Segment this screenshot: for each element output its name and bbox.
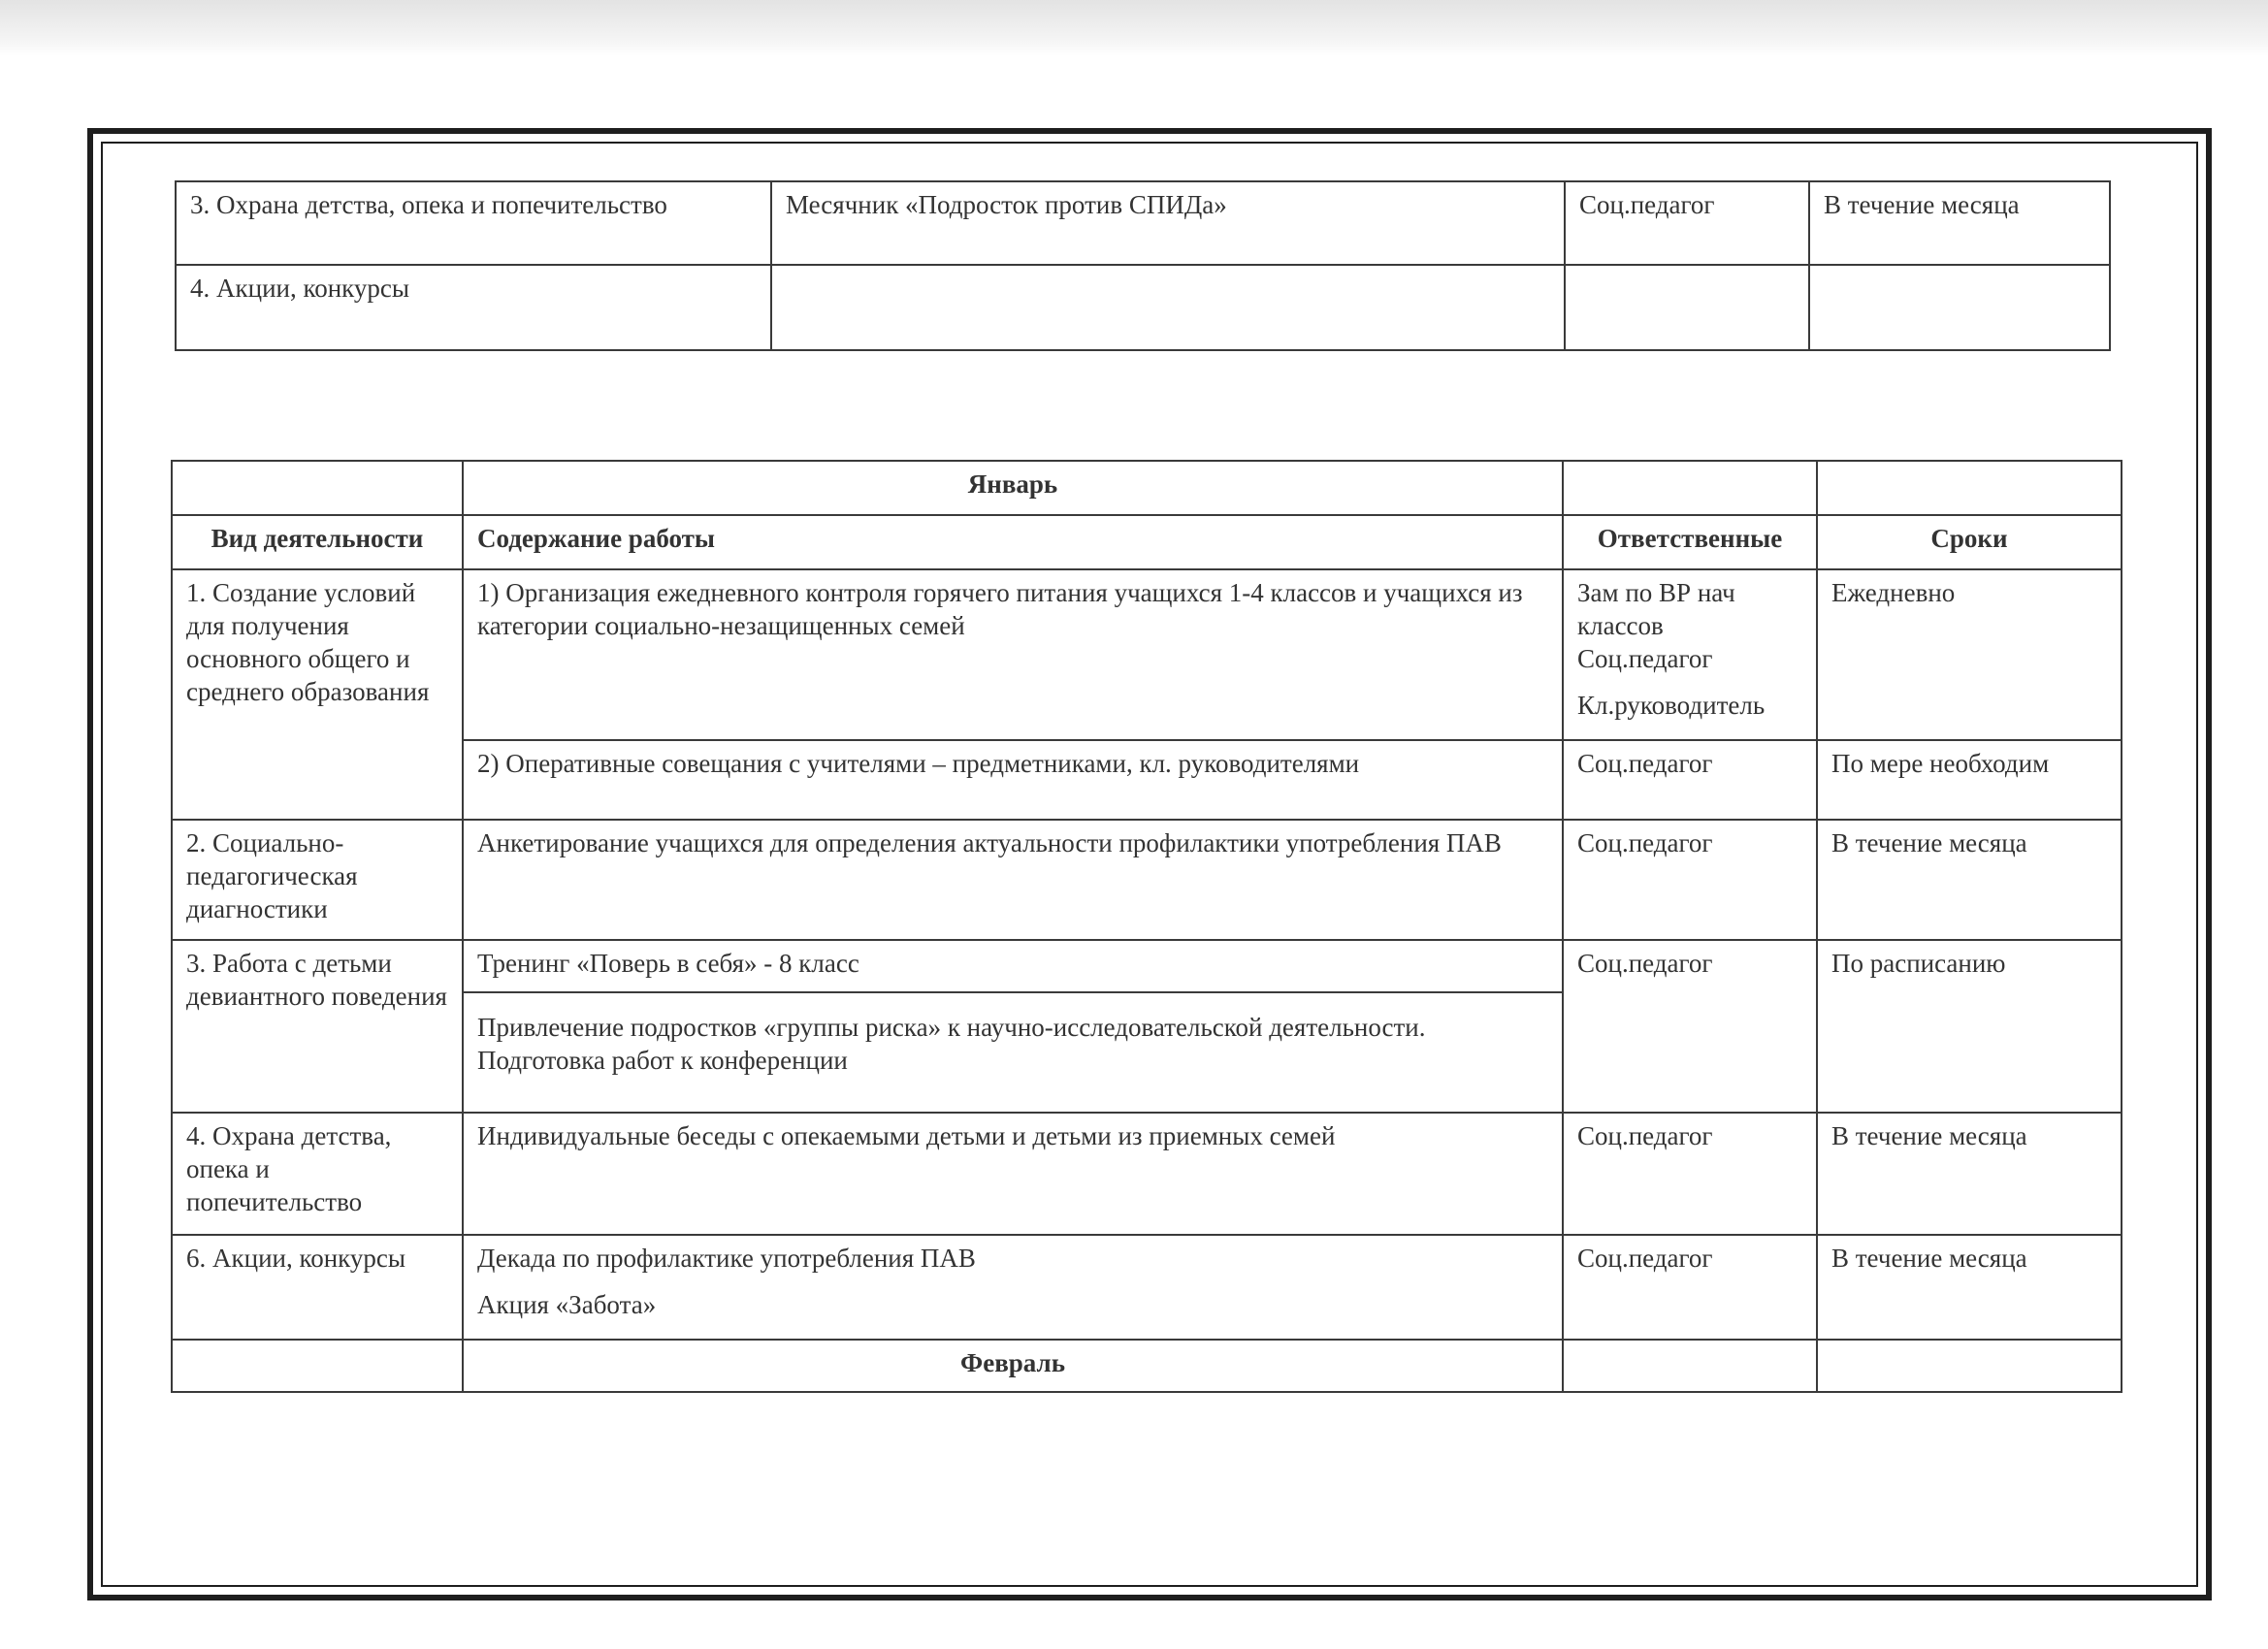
header-row — [172, 515, 2122, 569]
responsible-cell — [1565, 265, 1809, 350]
kind-cell: 4. Акции, конкурсы — [176, 265, 771, 350]
content-line: Акция «Забота» — [477, 1290, 657, 1319]
top-continuation-table — [175, 180, 2111, 351]
header-term: Сроки — [1817, 515, 2122, 569]
table-row — [172, 940, 2122, 992]
header-responsible: Ответственные — [1563, 515, 1817, 569]
responsible-cell: Соц.педагог — [1563, 1235, 1817, 1340]
content-cell: 1) Организация ежедневного контроля горячего питания учащихся 1-4 классов и учащихся из категории социально-незащищенных семей — [463, 569, 1563, 740]
content-cell — [463, 1235, 1563, 1340]
responsible-cell: Соц.педагог — [1563, 940, 1817, 1113]
next-month-row — [172, 1340, 2122, 1392]
month-title: Январь — [463, 461, 1563, 515]
content-line: Декада по профилактике употребления ПАВ — [477, 1244, 976, 1273]
table-row — [172, 569, 2122, 740]
table-row — [172, 820, 2122, 940]
month-title-row — [172, 461, 2122, 515]
responsible-cell: Соц.педагог — [1563, 820, 1817, 940]
january-plan-table — [171, 460, 2122, 1393]
table-row — [176, 265, 2110, 350]
responsible-line: Соц.педагог — [1577, 644, 1713, 673]
responsible-line: Зам по ВР нач классов — [1577, 578, 1735, 640]
kind-cell: 2. Социально-педагогическая диагностики — [172, 820, 463, 940]
term-cell: По мере необходим — [1817, 740, 2122, 820]
kind-cell: 6. Акции, конкурсы — [172, 1235, 463, 1340]
table-row — [172, 740, 2122, 820]
table-row — [176, 181, 2110, 265]
kind-cell: 4. Охрана детства, опека и попечительство — [172, 1113, 463, 1235]
header-kind: Вид деятельности — [172, 515, 463, 569]
responsible-cell — [1563, 569, 1817, 740]
header-content: Содержание работы — [463, 515, 1563, 569]
content-cell: Тренинг «Поверь в себя» - 8 класс — [463, 940, 1563, 992]
scan-top-shadow — [0, 0, 2268, 56]
term-cell: В течение месяца — [1817, 1113, 2122, 1235]
responsible-cell: Соц.педагог — [1565, 181, 1809, 265]
term-cell: Ежедневно — [1817, 569, 2122, 740]
content-cell: Месячник «Подросток против СПИДа» — [771, 181, 1565, 265]
responsible-cell: Соц.педагог — [1563, 740, 1817, 820]
content-cell: Индивидуальные беседы с опекаемыми детьми и детьми из приемных семей — [463, 1113, 1563, 1235]
content-cell: Анкетирование учащихся для определения актуальности профилактики употребления ПАВ — [463, 820, 1563, 940]
term-cell — [1809, 265, 2110, 350]
term-cell: В течение месяца — [1809, 181, 2110, 265]
term-cell: В течение месяца — [1817, 820, 2122, 940]
term-cell: По расписанию — [1817, 940, 2122, 1113]
table-row — [172, 1235, 2122, 1340]
content-cell: Привлечение подростков «группы риска» к научно-исследовательской деятельности. Подготовка работ к конференции — [463, 992, 1563, 1113]
kind-cell: 3. Работа с детьми девиантного поведения — [172, 940, 463, 1113]
term-cell: В течение месяца — [1817, 1235, 2122, 1340]
content-cell — [771, 265, 1565, 350]
content-cell: 2) Оперативные совещания с учителями – предметниками, кл. руководителями — [463, 740, 1563, 820]
responsible-line: Кл.руководитель — [1577, 691, 1766, 720]
next-month-title: Февраль — [463, 1340, 1563, 1392]
responsible-cell: Соц.педагог — [1563, 1113, 1817, 1235]
kind-cell: 3. Охрана детства, опека и попечительство — [176, 181, 771, 265]
table-row — [172, 1113, 2122, 1235]
kind-cell: 1. Создание условий для получения основного общего и среднего образования — [172, 569, 463, 820]
